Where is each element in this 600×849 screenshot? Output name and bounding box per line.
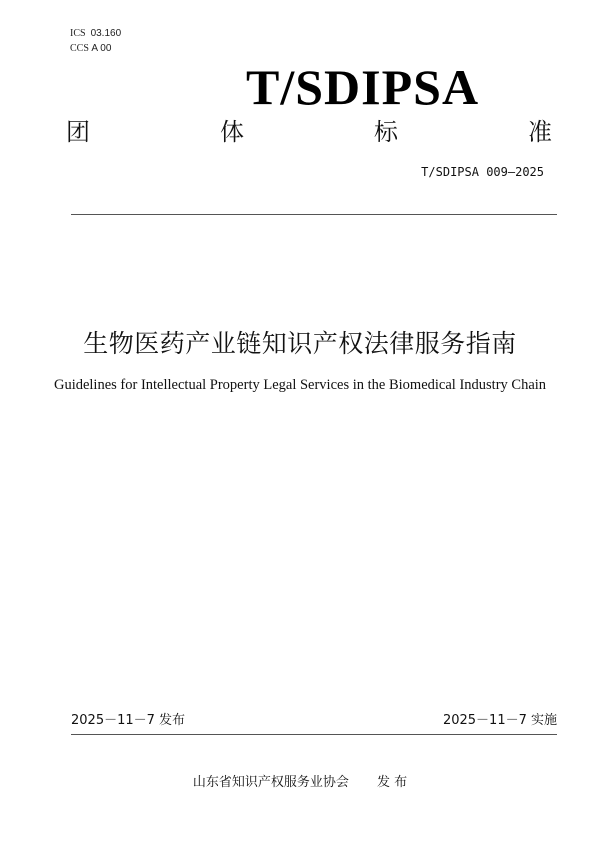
footer-divider [71,734,557,735]
issue-date: 2025－11－7 发布 [71,713,186,728]
publisher-name: 山东省知识产权服务业协会 [192,775,349,790]
ics-label: ICS [70,28,86,39]
ccs-value: A 00 [91,43,112,54]
publish-action: 发 布 [376,775,408,790]
standard-type-char: 标 [374,118,398,146]
standard-type-char: 团 [66,118,90,146]
standard-type-char: 体 [220,118,244,146]
implementation-date: 2025－11－7 实施 [442,713,557,728]
standard-type [66,116,552,148]
standard-type-char: 准 [528,118,552,146]
standard-number: T/SDIPSA 009—2025 [421,165,544,179]
ccs-classification [70,42,111,56]
ics-value: 03.160 [90,28,122,39]
document-title-english: Guidelines for Intellectual Property Legal Services in the Biomedical Industry Chain [53,377,547,393]
ics-classification [70,27,121,41]
org-code-logo: T/SDIPSA [246,59,480,115]
ccs-label: CCS [70,43,89,54]
header-divider [71,214,557,215]
document-title-chinese: 生物医药产业链知识产权法律服务指南 [83,329,517,358]
publisher-line [0,773,600,793]
